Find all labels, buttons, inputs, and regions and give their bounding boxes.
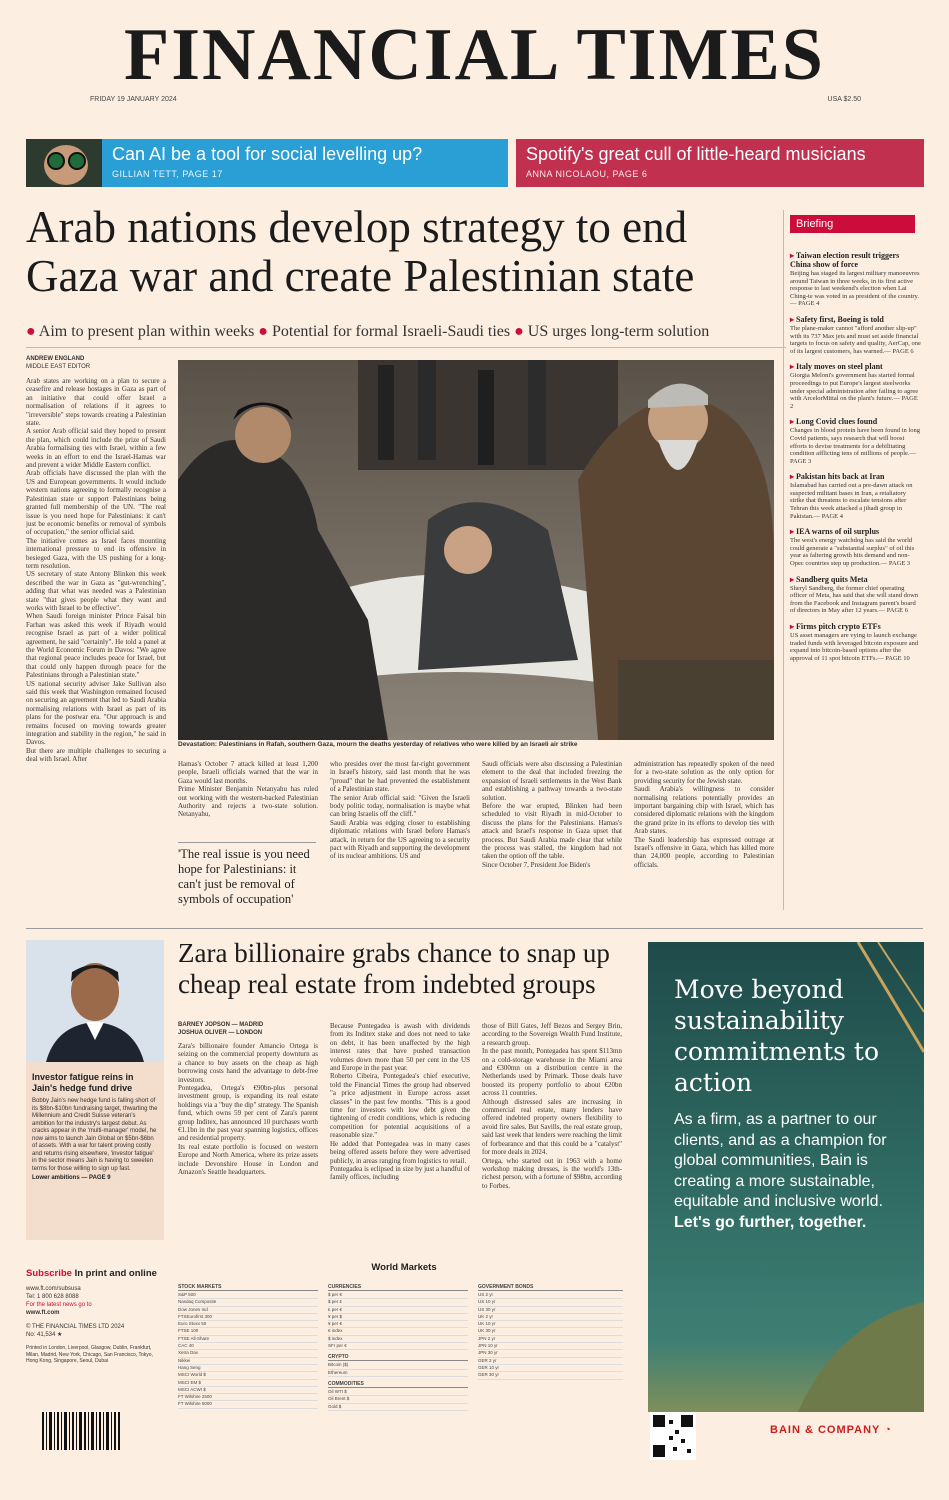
subscribe-url[interactable]: www.ft.com/subsusa <box>26 1286 81 1292</box>
second-column-1: Zara's billionaire founder Amancio Ortega is seizing on the commercial property downturn as a chance to buy assets on the cheap as high borrowing costs hand the advantage to debt-free investors. Pontegadea, Ortega's €90bn-plus personal investment group, is expanding its real estate holdings via a "buy the dip" strategy. The Spanish fund, which owns 59 per cent of Zara's parent group Inditex, has announced 10 purchases worth €1.1bn in the past year spanning logistics, offices and residential property. Its real estate portfolio is focused on western Europe and North America, where its prize assets include Devonshire House in London and Amazon's Seattle headquarters. <box>178 1042 318 1177</box>
cover-price: USA $2.50 <box>827 96 861 103</box>
briefing-item[interactable]: ▸ Long Covid clues found Changes in blood protein have been found in long Covid patients, says research that will boost efforts to devise treatments for a debilitating condition afflicting tens of millions of people.— PAGE 3 <box>790 417 920 465</box>
market-row: GER 10 yr <box>478 1365 623 1372</box>
market-row: $ per € <box>328 1292 468 1299</box>
market-row: MSCI World $ <box>178 1372 318 1379</box>
second-headline: Zara billionaire grabs chance to snap up cheap real estate from indebted groups <box>178 938 610 999</box>
market-row: ¥ per € <box>328 1321 468 1328</box>
arrow-icon: ▸ <box>790 417 797 427</box>
market-row: UK 2 yr <box>478 1314 623 1321</box>
bain-advertisement[interactable] <box>648 942 924 1467</box>
market-row: £ per € <box>328 1307 468 1314</box>
photo-caption: Devastation: Palestinians in Rafah, southern Gaza, mourn the deaths yesterday of relatives who were killed by an Israeli air strike <box>178 741 578 748</box>
market-row: FT Wilshire 2500 <box>178 1394 318 1401</box>
market-row: ¥ per $ <box>328 1314 468 1321</box>
bullet-icon: ● <box>514 323 528 340</box>
market-row: € index <box>328 1328 468 1335</box>
arrow-icon: ▸ <box>790 622 797 631</box>
market-row: UK 30 yr <box>478 1328 623 1335</box>
subscribe-box[interactable] <box>26 1268 166 1365</box>
second-byline-2: JOSHUA OLIVER — LONDON <box>178 1030 263 1036</box>
briefing-item[interactable]: ▸ IEA warns of oil surplus The west's energy watchdog has said the world could generate a "substantial surplus" of oil this year as faltering growth hits demand and non-Opec countries step up production.— PAGE 3 <box>790 527 915 568</box>
arrow-icon: ▸ <box>790 527 797 537</box>
bain-logo-icon: ◔ <box>884 1424 892 1436</box>
market-row: CAC 40 <box>178 1343 318 1350</box>
subscribe-heading: Subscribe In print and online <box>26 1268 157 1279</box>
market-row: MSCI EM $ <box>178 1380 318 1387</box>
lead-column-1: Arab states are working on a plan to secure a ceasefire and release hostages in Gaza as part of an initiative that could offer Israel a normalisation of relations if it agrees to "irreversible" steps towards creating a Palestinian state. A senior Arab official said they hoped to present the plan, which could include the prize of Saudi Arabia formalising ties with Israel, within a few weeks in an effort to end the Israel-Hamas war and prevent a wider Middle Eastern conflict. Arab officials have discussed the plan with the US and European governments. It would include western nations agreeing to formally recognise a Palestinian state or support Palestinians being granted full membership of the UN. "The real issue is you need hope for Palestinians: it can't just be economic benefits or removal of symbols of occupation," the senior official said. The initiative comes as Israel faces mounting international pressure to end its offensive in besieged Gaza, with the US pushing for a long-term resolution. US secretary of state Antony Blinken this week described the war in Gaza as "gut-wrenching", adding that what was needed was a Palestinian state "that gives people what they want and works with Israel to be effective". When Saudi foreign minister Prince Faisal bin Farhan was asked this week if Riyadh would recognise Israel as part of a wider political agreement, he said "certainly". He told a panel at the World Economic Forum in Davos: "We agree that regional peace includes peace for Israel, but that could only happen through peace for the Palestinians through a Palestinian state." US national security adviser Jake Sullivan also said this week that Washington remained focused on securing an agreement that led to Saudi Arabia normalising relations with Israel as part of its plans for the postwar era. "Our approach is and remains focused on moving towards greater integration and stability in the region," he said in Davos. But there are multiple challenges to securing a deal with Israel. After <box>26 377 166 764</box>
tease-more: Lower ambitions — PAGE 9 <box>32 1175 111 1181</box>
market-row: Euro Stoxx 50 <box>178 1321 318 1328</box>
issue-number: No: 41,534 ★ <box>26 1332 63 1338</box>
briefing-label: Briefing <box>790 215 915 233</box>
market-row: Hang Seng <box>178 1365 318 1372</box>
subscribe-tel: Tel: 1 800 628 8088 <box>26 1294 79 1300</box>
second-column-3: those of Bill Gates, Jeff Bezos and Sergey Brin, according to the Sovereign Wealth Fund Institute, a research group. In the past month, Pontegadea has spent $113mn on a cold-storage warehouse in the Miami area and €300mn on a distribution centre in the Netherlands used by Primark. Those deals have boosted its property portfolio to about €20bn across 11 countries. Although distressed sales are increasing in commercial real estate, many lenders have offered indebted property owners flexibility to avoid fire sales. But Savills, the real estate group, said last week that lenders were reaching the limit of forbearance and that this could be a "catalyst" for more deals in 2024. Ortega, who started out in 1963 with a home workshop making dresses, is the world's 13th-richest person, with a fortune of $98bn, according to Forbes. <box>482 1022 622 1190</box>
pull-quote: 'The real issue is you need hope for Palestinians: it can't just be removal of symbols of occupation' <box>178 842 316 907</box>
briefing-item[interactable]: ▸ Taiwan election result triggers China show of force Beijing has staged its largest military manoeuvres around Taiwan in three weeks, in its first active response to last weekend's election when Lai Ching-te was voted in as president of the country.— PAGE 4 <box>790 251 920 308</box>
lead-bullet: Aim to present plan within weeks <box>38 323 255 340</box>
masthead-title: FINANCIAL TIMES <box>124 14 825 96</box>
market-row: $ per £ <box>328 1299 468 1306</box>
ad-headline: Move beyond sustainability commitments to action <box>674 975 880 1097</box>
second-byline-1: BARNEY JOPSON — MADRID <box>178 1022 264 1028</box>
promo-left-photo <box>26 139 102 187</box>
section-divider <box>26 928 923 929</box>
briefing-item[interactable]: ▸ Safety first, Boeing is told The plane-maker cannot "afford another slip-up" with its 737 Max jets and must set aside financial targets to focus on safety and quality, AerCap, one of its largest customers, has warned.— PAGE 6 <box>790 314 921 355</box>
lead-column-3: who presides over the most far-right government in Israel's history, said last month that he was "proud" that he had prevented the establishment of a Palestinian state. The senior Arab official said: "Given the Israeli body politic today, normalisation is maybe what can bring Israelis off the cliff." Saudi Arabia was edging closer to establishing diplomatic relations with Israel before Hamas's attack, in return for the US agreeing to a security pact with Riyadh and supporting the development of its nuclear ambitions. US and <box>330 760 470 861</box>
market-row: JPN 10 yr <box>478 1343 623 1350</box>
bullet-icon: ● <box>26 323 39 340</box>
promo-right[interactable] <box>516 139 924 187</box>
market-row: $ index <box>328 1336 468 1343</box>
market-row: JPN 2 yr <box>478 1336 623 1343</box>
market-row: SFr per € <box>328 1343 468 1350</box>
market-row: US 10 yr <box>478 1299 623 1306</box>
sidebar-divider <box>783 210 784 910</box>
promo-left[interactable] <box>26 139 508 187</box>
market-row: Gold $ <box>328 1404 468 1411</box>
latest-news-label: For the latest news go to <box>26 1302 92 1308</box>
promo-left-title: Can AI be a tool for social levelling up? <box>112 144 423 164</box>
bain-logo: BAIN & COMPANY ◔ <box>770 1424 892 1436</box>
arrow-icon: ▸ <box>790 574 797 584</box>
lead-headline: Arab nations develop strategy to end Gaza war and create Palestinian state <box>26 202 695 301</box>
market-row: FT Wilshire 5000 <box>178 1401 318 1408</box>
market-row: US 30 yr <box>478 1307 623 1314</box>
arrow-icon: ▸ <box>790 314 797 324</box>
briefing-item[interactable]: ▸ Firms pitch crypto ETFs US asset managers are vying to launch exchange traded funds with leveraged bitcoin exposure and expand into bitcoin-based options after the approval of 11 spot bitcoin ETFs.— PAGE 10 <box>790 622 919 662</box>
barcode <box>40 1412 122 1456</box>
bullet-icon: ● <box>258 323 272 340</box>
arrow-icon: ▸ <box>790 472 797 482</box>
tease-box[interactable] <box>26 940 164 1240</box>
market-row: Oil WTI $ <box>328 1389 468 1396</box>
arrow-icon: ▸ <box>790 362 797 372</box>
lead-column-2: Hamas's October 7 attack killed at least 1,200 people, Israeli officials warned that the war in Gaza would last months. Prime Minister Benjamin Netanyahu has ruled out working with the western-backed Palestinian Authority and rejects a two-state solution. Netanyahu, <box>178 760 318 819</box>
market-row: JPN 30 yr <box>478 1350 623 1357</box>
lead-column-5: administration has repeatedly spoken of the need for a two-state solution as the only option for providing security for the Jewish state. Saudi Arabia's willingness to consider normalising relations potentially provides an important bargaining chip with Israel, which has considered diplomatic relations with the kingdom the grand prize in its efforts to develop ties with Arab states. The Saudi leadership has expressed outrage at Israel's offensive in Gaza, which has killed more than 24,000 people, according to Palestinian officials. <box>634 760 774 869</box>
market-row: Xetra Dax <box>178 1350 318 1357</box>
market-row: UK 10 yr <box>478 1321 623 1328</box>
market-row: MSCI ACWI $ <box>178 1387 318 1394</box>
market-row: GER 30 yr <box>478 1372 623 1379</box>
market-row: FTSEurofirst 300 <box>178 1314 318 1321</box>
markets-title: World Markets <box>371 1262 437 1273</box>
briefing-item[interactable]: ▸ Pakistan hits back at Iran Islamabad has carried out a pre-dawn attack on suspected militant bases in Iran, a retaliatory strike that threatens to escalate tensions after Tehran this week attacked a jihadi group in Pakistan.— PAGE 4 <box>790 472 913 520</box>
tease-body: Bobby Jain's new hedge fund is falling short of its $8bn-$10bn fundraising target, thwarting the Millennium and Credit Suisse veteran's ambition for the industry's largest debut. As cracks appear in the 'multi-manager' model, he now aims to launch Jain Global on $5bn-$6bn of assets. With a war for talent proving costly and returns rising elsewhere, 'investor fatigue' in the sector means Jain is having to sweeten terms for those willing to sign up fast. <box>32 1098 158 1172</box>
market-row: US 2 yr <box>478 1292 623 1299</box>
lead-bullet: US urges long-term solution <box>527 323 710 340</box>
world-markets <box>178 1262 630 1450</box>
second-column-2: Because Pontegadea is awash with dividends from its Inditex stake and does not need to take on debt, it has been unaffected by the high interest rates that have pushed transaction volumes down more than 50 per cent in the US and Europe in the past year. Roberto Cibeira, Pontegadea's chief executive, told the Financial Times the group had observed "a price adjustment in Europe across asset classes" in the past few months. "This is a good time for investors with low debt given the tightening of credit conditions, which is reducing competition for potential acquisitions of a reasonable size." He added that Pontegadea was in many cases being offered assets before they were advertised publicly, in areas ranging from logistics to retail. Pontegadea is eclipsed in size by just a handful of family offices, including <box>330 1022 470 1182</box>
market-row: Nikkei <box>178 1358 318 1365</box>
promo-left-sub: GILLIAN TETT, PAGE 17 <box>112 169 223 179</box>
lead-bullet: Potential for formal Israeli-Saudi ties <box>271 323 511 340</box>
stock-markets-table: STOCK MARKETS S&P 500 Nasdaq Composite Dow Jones Ind FTSEurofirst 300 Euro Stoxx 50 FTSE 100 FTSE All-Share CAC 40 Xetra Dax Nikkei Hang Seng MSCI World $ MSCI EM $ MSCI ACWI $ FT Wilshire 2500 FT Wilshire 5000 <box>178 1284 318 1409</box>
market-row: Dow Jones Ind <box>178 1307 318 1314</box>
currencies-table: CURRENCIES $ per € $ per £ £ per € ¥ per $ ¥ per € € index $ index SFr per € CRYPTO Bitcoin ($) Ethereum COMMODITIES Oil WTI $ Oil Brent $ Gold $ <box>328 1284 468 1411</box>
briefing-item[interactable]: ▸ Italy moves on steel plant Giorgia Meloni's government has started formal proceedings to put Europe's largest steelworks under special administration after failing to agree with ArcelorMittal on the plant's future.— PAGE 2 <box>790 362 919 410</box>
market-row: Ethereum <box>328 1370 468 1377</box>
briefing-sidebar <box>790 215 922 662</box>
briefing-item[interactable]: ▸ Sandberg quits Meta Sheryl Sandberg, the former chief operating officer of Meta, has said that she will stand down from the Facebook and Instagram parent's board of directors in May after 12 years.— PAGE 6 <box>790 574 919 615</box>
lead-byline-role: MIDDLE EAST EDITOR <box>26 364 91 370</box>
promo-right-sub: ANNA NICOLAOU, PAGE 6 <box>526 169 648 179</box>
dateline: FRIDAY 19 JANUARY 2024 <box>90 96 177 103</box>
ft-site-link[interactable]: www.ft.com <box>26 1310 60 1316</box>
lead-column-4: Saudi officials were also discussing a Palestinian element to the deal that included freezing the expansion of Israeli settlements in the West Bank and establishing a pathway towards a two-state solution. Before the war erupted, Blinken had been scheduled to visit Riyadh in mid-October to discuss the plans for the Palestinians. Hamas's attack and Israel's response in Gaza upset that process. But Saudi Arabia made clear that while the process was stalled, the kingdom had not taken the option off the table. Since October 7, President Joe Biden's <box>482 760 622 869</box>
copyright: © THE FINANCIAL TIMES LTD 2024 <box>26 1324 125 1330</box>
divider <box>26 347 786 348</box>
lead-standfirst <box>26 323 786 341</box>
lead-byline: ANDREW ENGLAND <box>26 356 85 362</box>
market-row: Bitcoin ($) <box>328 1362 468 1369</box>
printed-in: Printed in London, Liverpool, Glasgow, Dublin, Frankfurt, Milan, Madrid, New York, Chicago, San Francisco, Tokyo, Hong Kong, Singapore, Seoul, Dubai <box>26 1345 153 1364</box>
ad-copy: As a firm, as a partner to our clients, and as a champion for global communities, Bain is creating a more sustainable, equitable and inclusive world. Let's go further, together. <box>674 1111 887 1231</box>
market-row: GER 2 yr <box>478 1358 623 1365</box>
bonds-table: GOVERNMENT BONDS US 2 yr US 10 yr US 30 yr UK 2 yr UK 10 yr UK 30 yr JPN 2 yr JPN 10 yr JPN 30 yr GER 2 yr GER 10 yr GER 30 yr <box>478 1284 623 1380</box>
market-row: Oil Brent $ <box>328 1396 468 1403</box>
tease-headline: Investor fatigue reins in Jain's hedge fund drive <box>32 1072 134 1093</box>
market-row: Nasdaq Composite <box>178 1299 318 1306</box>
promo-right-title: Spotify's great cull of little-heard musicians <box>526 144 866 164</box>
market-row: FTSE All-Share <box>178 1336 318 1343</box>
market-row: FTSE 100 <box>178 1328 318 1335</box>
lead-photo <box>178 360 774 740</box>
market-row: S&P 500 <box>178 1292 318 1299</box>
tease-photo <box>26 940 164 1062</box>
arrow-icon: ▸ <box>790 251 796 260</box>
